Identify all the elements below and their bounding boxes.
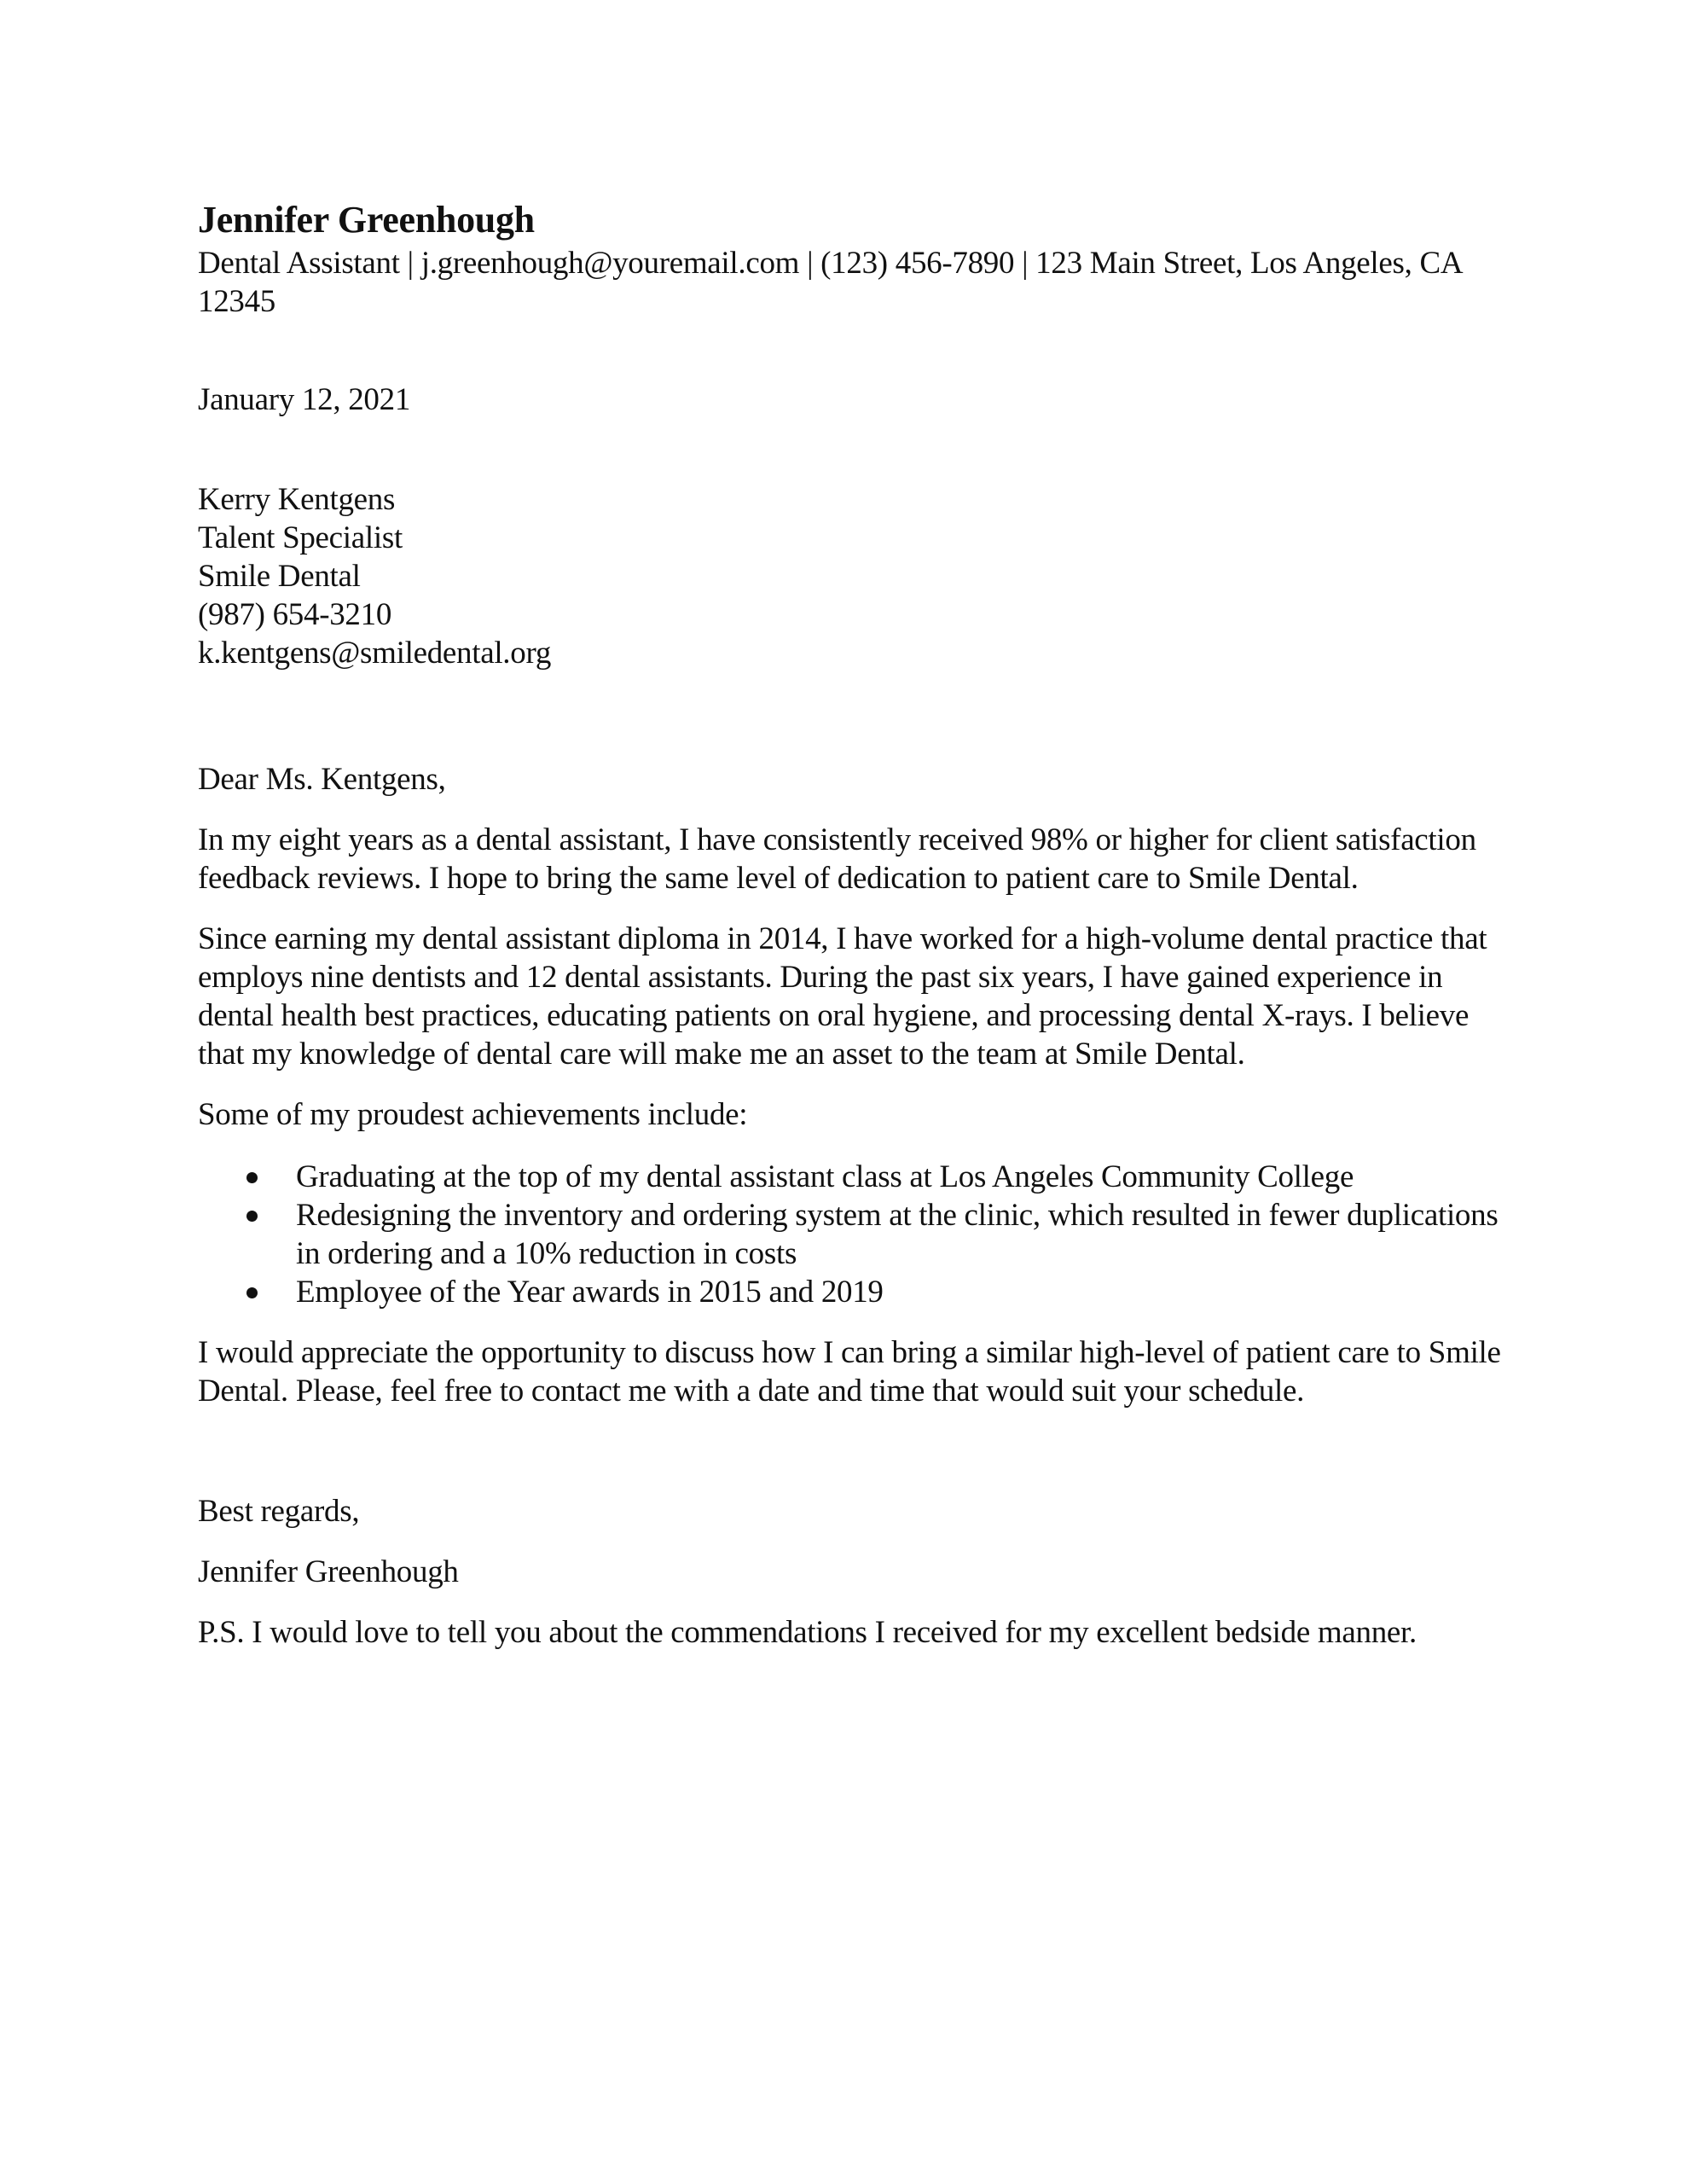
closing: Best regards, (198, 1494, 360, 1529)
achievements-list (198, 1158, 1511, 1311)
signature: Jennifer Greenhough (198, 1554, 459, 1589)
achievements-intro: Some of my proudest achievements include: (198, 1097, 748, 1132)
recipient-name: Kerry Kentgens (198, 482, 396, 517)
sender-name: Jennifer Greenhough (198, 199, 535, 241)
letter-date: January 12, 2021 (198, 382, 411, 417)
sender-contact-line: Dental Assistant | j.greenhough@youremail.com | (123) 456-7890 | 123 Main Street, Los Angeles, CA 12345 (198, 246, 1462, 319)
recipient-phone: (987) 654-3210 (198, 597, 392, 632)
achievement-item (198, 1196, 1511, 1273)
recipient-block (198, 480, 1511, 672)
postscript: P.S. I would love to tell you about the commendations I received for my excellent bedside manner. (198, 1615, 1417, 1650)
achievement-item (198, 1273, 1511, 1311)
achievement-item (198, 1158, 1511, 1196)
bullet-icon (246, 1172, 258, 1183)
salutation: Dear Ms. Kentgens, (198, 762, 446, 797)
letter-content (198, 196, 1511, 1652)
bullet-icon (246, 1211, 258, 1222)
body-paragraph-3: I would appreciate the opportunity to discuss how I can bring a similar high-level of patient care to Smile Dental. Please, feel free to contact me with a date and time that would suit your schedule. (198, 1335, 1501, 1409)
recipient-email: k.kentgens@smiledental.org (198, 636, 552, 671)
body-paragraph-2: Since earning my dental assistant diploma in 2014, I have worked for a high-volume dental practice that employs nine dentists and 12 dental assistants. During the past six years, I have gained experience in dental health best practices, educating patients on oral hygiene, and processing dental X-rays. I believe that my knowledge of dental care will make me an asset to the team at Smile Dental. (198, 921, 1487, 1072)
recipient-company: Smile Dental (198, 559, 361, 594)
bullet-icon (246, 1287, 258, 1298)
body-paragraph-1: In my eight years as a dental assistant, I have consistently received 98% or higher for client satisfaction feedback reviews. I hope to bring the same level of dedication to patient care to Smile Dental. (198, 822, 1476, 896)
recipient-title: Talent Specialist (198, 520, 403, 555)
achievement-text: Graduating at the top of my dental assistant class at Los Angeles Community College (296, 1159, 1354, 1194)
achievement-text: Redesigning the inventory and ordering system at the clinic, which resulted in fewer duplications in ordering and a 10% reduction in costs (296, 1198, 1499, 1271)
achievement-text: Employee of the Year awards in 2015 and 2019 (296, 1275, 884, 1310)
